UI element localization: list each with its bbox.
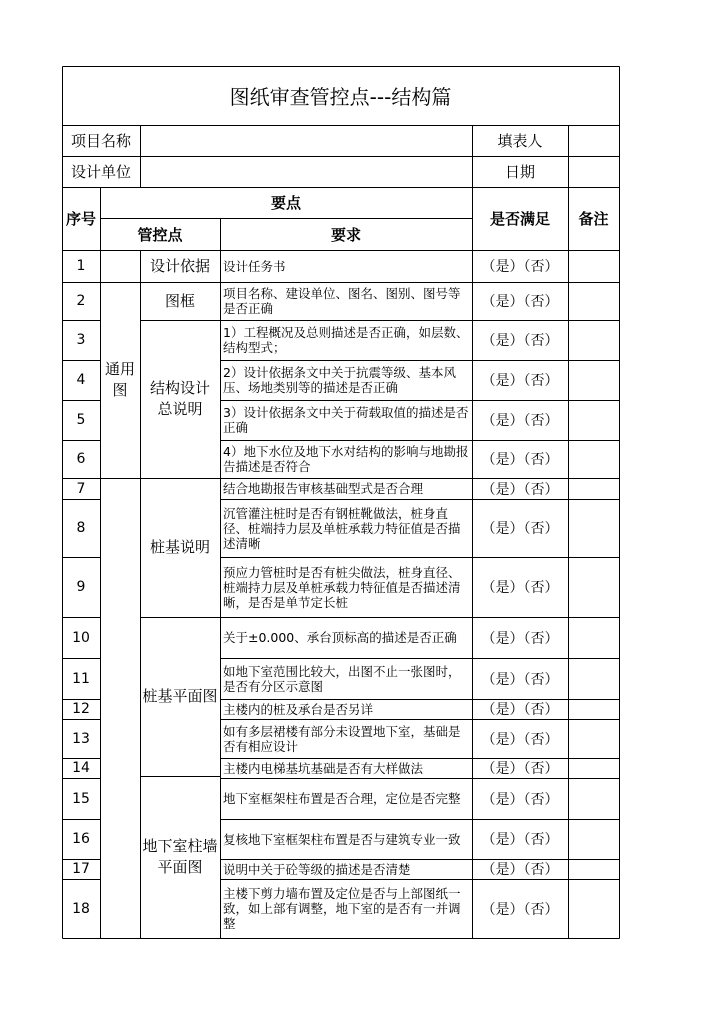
row-requirement: 项目名称、建设单位、图名、图别、图号等是否正确 (223, 286, 461, 316)
row-remarks-field[interactable] (568, 699, 619, 719)
row-yes-no-choice[interactable]: （是）（否） (481, 761, 559, 777)
row-remarks-field[interactable] (568, 819, 619, 859)
row-number: 9 (76, 579, 86, 595)
row-number: 15 (72, 790, 90, 807)
category-pile-plan: 桩基平面图 (142, 687, 218, 705)
row-remarks-field[interactable] (568, 758, 619, 778)
row-requirement: 1）工程概况及总则描述是否正确，如层数、结构型式； (223, 325, 469, 355)
row-remarks-field[interactable] (568, 440, 619, 478)
row-yes-no-choice[interactable]: （是）（否） (481, 452, 559, 468)
row-number: 2 (76, 293, 86, 309)
row-remarks-field[interactable] (568, 617, 619, 658)
row-number: 1 (76, 258, 86, 274)
row-number: 13 (72, 730, 90, 747)
header-control-points: 管控点 (137, 225, 183, 244)
row-requirement: 2）设计依据条文中关于抗震等级、基本风压、场地类别等的描述是否正确 (223, 365, 456, 395)
row-number: 4 (76, 372, 86, 388)
row-requirement: 结合地勘报告审核基础型式是否合理 (223, 481, 424, 496)
row-yes-no-choice[interactable]: （是）（否） (481, 333, 559, 349)
row-remarks-field[interactable] (568, 478, 619, 499)
row-remarks-field[interactable] (568, 778, 619, 819)
header-satisfied: 是否满足 (489, 210, 550, 228)
form-title: 图纸审查管控点---结构篇 (229, 85, 452, 109)
category-basement-plan: 地下室柱墙平面图 (142, 837, 218, 876)
row-number: 6 (76, 451, 86, 467)
project-name-label: 项目名称 (70, 132, 131, 150)
category-structure-notes: 结构设计总说明 (149, 379, 210, 418)
header-remarks: 备注 (578, 210, 609, 228)
row-remarks-field[interactable] (568, 320, 619, 360)
row-requirement: 如有多层裙楼有部分未设置地下室，基础是否有相应设计 (223, 723, 461, 754)
row-yes-no-choice[interactable]: （是）（否） (481, 481, 559, 498)
date-label: 日期 (504, 163, 535, 181)
row-yes-no-choice[interactable]: （是）（否） (481, 832, 559, 848)
row-number: 8 (76, 520, 86, 536)
category-design-basis: 设计依据 (149, 256, 210, 275)
header-requirement: 要求 (330, 225, 361, 244)
row-requirement: 主楼内电梯基坑基础是否有大样做法 (223, 760, 424, 776)
row-remarks-field[interactable] (568, 719, 619, 758)
group-general: 通用图 (104, 360, 135, 399)
row-remarks-field[interactable] (568, 879, 619, 938)
filler-field[interactable] (568, 125, 619, 156)
row-requirement: 地下室框架柱布置是否合理，定位是否完整 (223, 791, 461, 806)
row-requirement: 设计任务书 (223, 258, 286, 274)
row-remarks-field[interactable] (568, 400, 619, 440)
design-unit-label: 设计单位 (70, 163, 131, 181)
category-frame: 图框 (164, 291, 195, 310)
row-yes-no-choice[interactable]: （是）（否） (481, 413, 559, 429)
row-yes-no-choice[interactable]: （是）（否） (481, 580, 559, 596)
row-number: 12 (72, 701, 90, 717)
row-yes-no-choice[interactable]: （是）（否） (481, 702, 559, 718)
row-yes-no-choice[interactable]: （是）（否） (481, 862, 559, 878)
row-yes-no-choice[interactable]: （是）（否） (481, 630, 559, 647)
row-remarks-field[interactable] (568, 360, 619, 400)
row-requirement: 沉管灌注桩时是否有钢桩靴做法，桩身直径、桩端持力层及单桩承载力特征值是否描述清晰 (223, 505, 461, 551)
row-requirement: 主楼下剪力墙布置及定位是否与上部图纸一致，如上部有调整，地下室的是否有一并调整 (223, 886, 461, 931)
row-yes-no-choice[interactable]: （是）（否） (481, 731, 559, 748)
filler-label: 填表人 (497, 132, 543, 150)
row-yes-no-choice[interactable]: （是）（否） (481, 521, 559, 537)
row-yes-no-choice[interactable]: （是）（否） (481, 373, 559, 389)
row-requirement: 预应力管桩时是否有桩尖做法，桩身直径、桩端持力层及单桩承载力特征值是否描述清晰，是否是单节定长桩 (223, 564, 461, 610)
row-remarks-field[interactable] (568, 859, 619, 879)
row-remarks-field[interactable] (568, 557, 619, 617)
row-number: 3 (76, 332, 86, 348)
row-number: 5 (76, 412, 86, 428)
row-requirement: 如地下室范围比较大，出图不止一张图时，是否有分区示意图 (223, 663, 461, 694)
project-name-field[interactable] (140, 125, 472, 156)
date-field[interactable] (568, 156, 619, 187)
row-requirement: 3）设计依据条文中关于荷载取值的描述是否正确 (223, 405, 469, 435)
row-remarks-field[interactable] (568, 282, 619, 320)
header-key-points: 要点 (270, 194, 301, 212)
row-yes-no-choice[interactable]: （是）（否） (481, 791, 559, 808)
row-number: 10 (72, 629, 90, 646)
row-requirement: 复核地下室框架柱布置是否与建筑专业一致 (223, 831, 461, 847)
row-yes-no-choice[interactable]: （是）（否） (481, 259, 559, 275)
row-number: 11 (72, 670, 90, 687)
category-pile-notes: 桩基说明 (149, 538, 210, 556)
row-number: 7 (76, 480, 86, 497)
row-requirement: 关于±0.000、承台顶标高的描述是否正确 (223, 630, 457, 645)
row-yes-no-choice[interactable]: （是）（否） (481, 294, 559, 310)
header-seq: 序号 (65, 210, 96, 228)
row-number: 14 (72, 760, 90, 776)
row-remarks-field[interactable] (568, 658, 619, 699)
row-yes-no-choice[interactable]: （是）（否） (481, 901, 559, 918)
row-remarks-field[interactable] (568, 499, 619, 557)
row-requirement: 说明中关于砼等级的描述是否清楚 (223, 861, 411, 877)
row-number: 17 (72, 861, 90, 877)
row-number: 18 (72, 900, 90, 917)
design-unit-field[interactable] (140, 156, 472, 187)
row-yes-no-choice[interactable]: （是）（否） (481, 671, 559, 688)
row-requirement: 4）地下水位及地下水对结构的影响与地勘报告描述是否符合 (223, 444, 469, 474)
row-requirement: 主楼内的桩及承台是否另详 (223, 701, 374, 717)
row-remarks-field[interactable] (568, 250, 619, 282)
row-number: 16 (72, 831, 90, 847)
